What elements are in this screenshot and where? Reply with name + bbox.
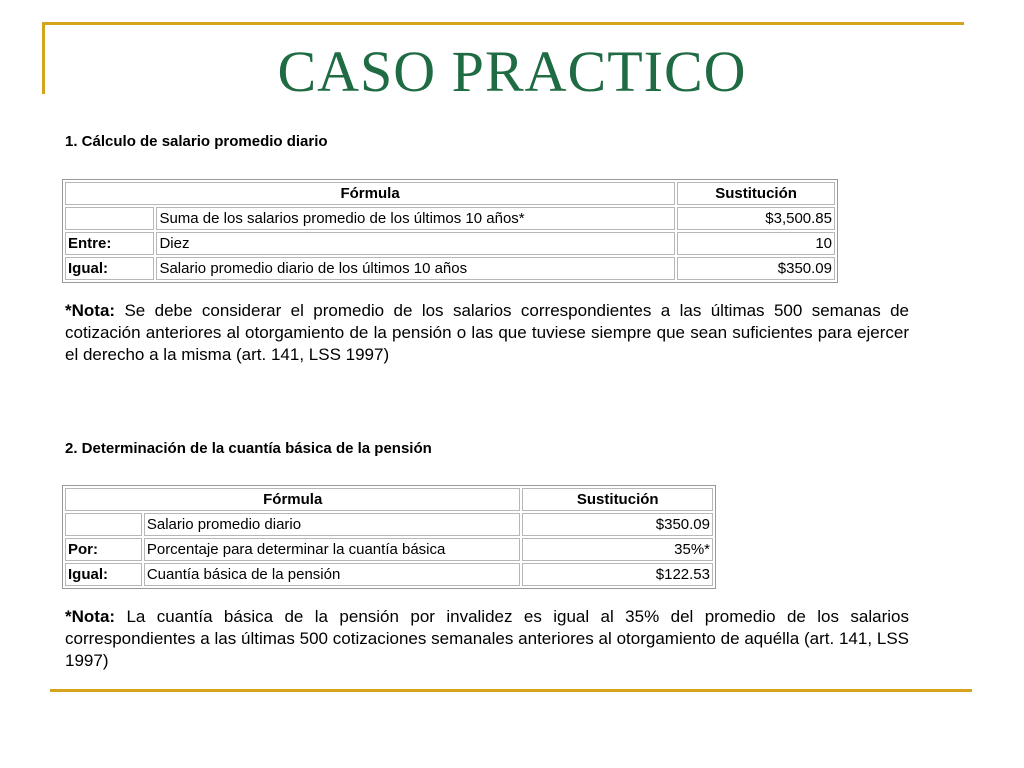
row-value: $350.09 bbox=[677, 257, 835, 280]
note-label: *Nota: bbox=[65, 301, 116, 320]
row-formula: Salario promedio diario bbox=[144, 513, 521, 536]
header-sustitucion: Sustitución bbox=[522, 488, 713, 511]
row-formula: Cuantía básica de la pensión bbox=[144, 563, 521, 586]
section2-note bbox=[65, 606, 909, 672]
section2-heading: 2. Determinación de la cuantía básica de la pensión bbox=[65, 440, 432, 457]
table-row bbox=[65, 257, 835, 280]
frame-top-line bbox=[42, 22, 964, 25]
row-label bbox=[65, 207, 154, 230]
row-formula: Salario promedio diario de los últimos 10 años bbox=[156, 257, 675, 280]
row-label: Entre: bbox=[65, 232, 154, 255]
header-formula: Fórmula bbox=[65, 488, 520, 511]
row-formula: Suma de los salarios promedio de los últimos 10 años* bbox=[156, 207, 675, 230]
slide-title: CASO PRACTICO bbox=[277, 39, 747, 104]
row-label bbox=[65, 513, 142, 536]
salary-calculation-table bbox=[62, 179, 838, 283]
row-label: Igual: bbox=[65, 563, 142, 586]
header-formula: Fórmula bbox=[65, 182, 675, 205]
section1-note bbox=[65, 300, 909, 366]
note-text: La cuantía básica de la pensión por invalidez es igual al 35% del promedio de los salarios correspondientes a las últimas 500 cotizaciones semanales anteriores al otorgamiento de aquélla (art. 141, LSS 1997) bbox=[65, 607, 909, 670]
row-label: Por: bbox=[65, 538, 142, 561]
table-row bbox=[65, 563, 713, 586]
frame-bottom-line bbox=[50, 689, 972, 692]
row-label: Igual: bbox=[65, 257, 154, 280]
row-formula: Diez bbox=[156, 232, 675, 255]
table-header-row bbox=[65, 488, 713, 511]
header-sustitucion: Sustitución bbox=[677, 182, 835, 205]
note-label: *Nota: bbox=[65, 607, 116, 626]
pension-calculation-table bbox=[62, 485, 716, 589]
row-value: $3,500.85 bbox=[677, 207, 835, 230]
note-text: Se debe considerar el promedio de los salarios correspondientes a las últimas 500 semanas de cotización anteriores al otorgamiento de la pensión o las que tuviese siempre que sean suficientes para ejercer el derecho a la misma (art. 141, LSS 1997) bbox=[65, 301, 909, 364]
section1-heading: 1. Cálculo de salario promedio diario bbox=[65, 133, 328, 150]
table-row bbox=[65, 207, 835, 230]
row-value: 10 bbox=[677, 232, 835, 255]
table-row bbox=[65, 513, 713, 536]
row-value: $122.53 bbox=[522, 563, 713, 586]
row-value: 35%* bbox=[522, 538, 713, 561]
table-row bbox=[65, 538, 713, 561]
table-header-row bbox=[65, 182, 835, 205]
row-formula: Porcentaje para determinar la cuantía básica bbox=[144, 538, 521, 561]
row-value: $350.09 bbox=[522, 513, 713, 536]
table-row bbox=[65, 232, 835, 255]
